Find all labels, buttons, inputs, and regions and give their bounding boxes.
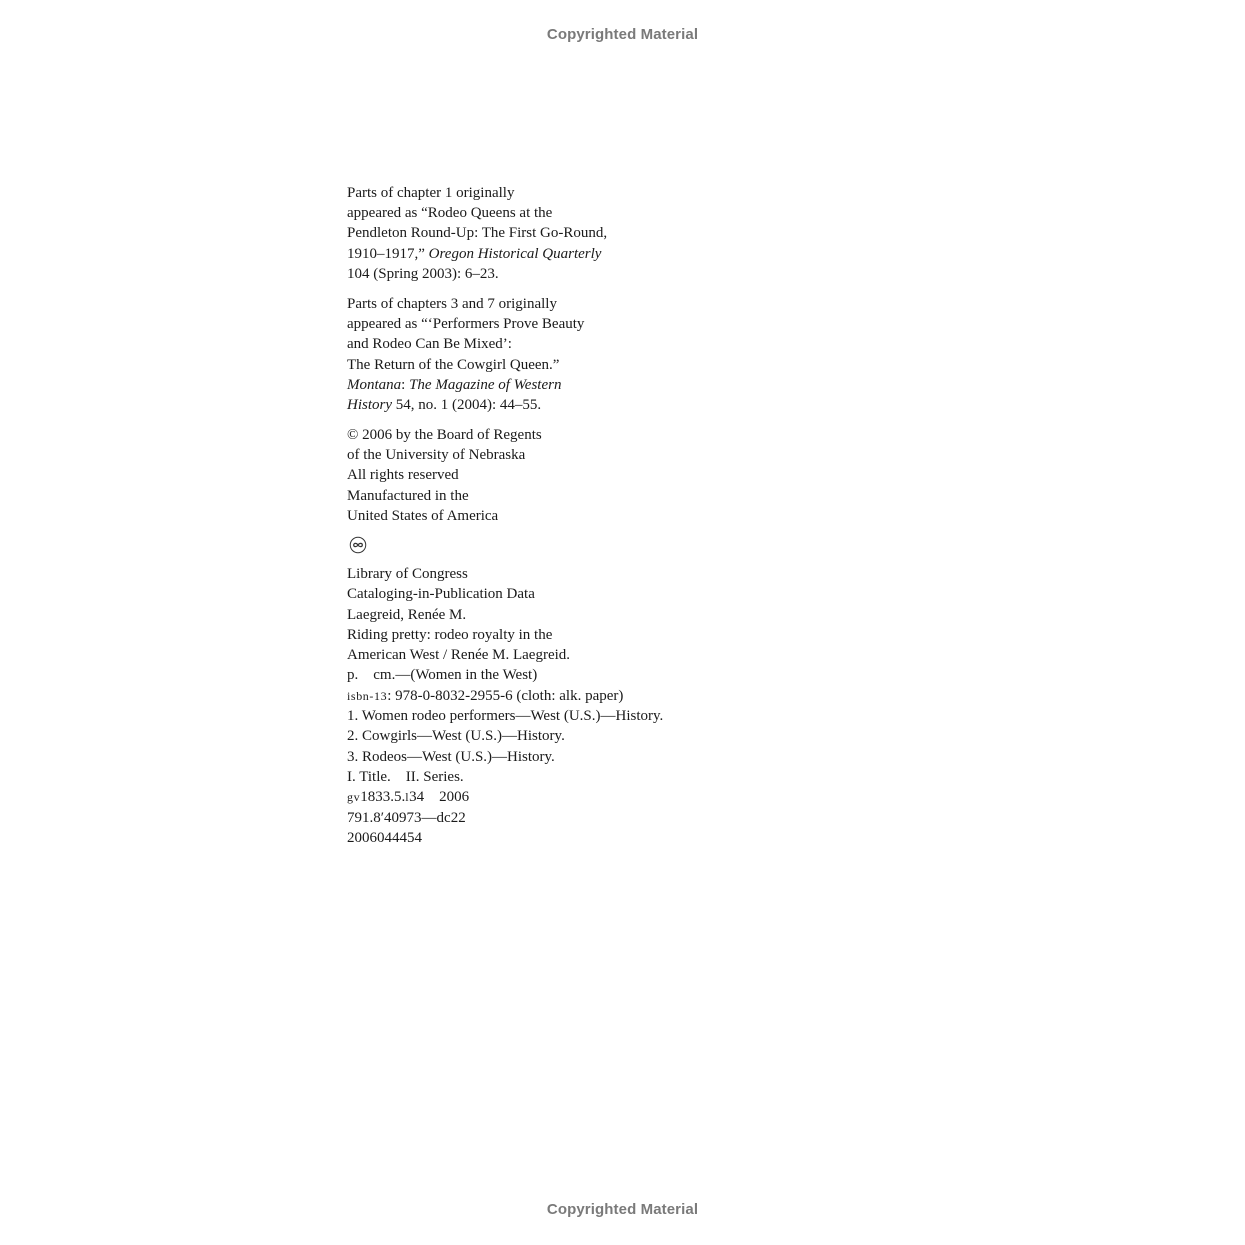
text-line: Manufactured in the bbox=[347, 487, 469, 504]
isbn-value: : 978-0-8032-2955-6 (cloth: alk. paper) bbox=[387, 687, 624, 704]
isbn-line bbox=[347, 686, 707, 706]
title-series-line: I. Title. II. Series. bbox=[347, 768, 464, 785]
text-run: : bbox=[401, 376, 410, 393]
dewey-number: 791.8′40973—dc22 bbox=[347, 809, 466, 826]
text-line: Pendleton Round-Up: The First Go-Round, bbox=[347, 225, 608, 242]
title-line: Riding pretty: rodeo royalty in the bbox=[347, 626, 553, 643]
text-line: Library of Congress bbox=[347, 566, 468, 582]
lccn: 2006044454 bbox=[347, 829, 422, 846]
journal-title: Oregon Historical Quarterly bbox=[428, 245, 602, 262]
text-line: appeared as “Rodeo Queens at the bbox=[347, 205, 553, 222]
text-line: appeared as “‘Performers Prove Beauty bbox=[347, 316, 585, 333]
author-line: Laegreid, Renée M. bbox=[347, 606, 467, 623]
lc-class-tail: 34 2006 bbox=[409, 789, 470, 806]
text-line: and Rodeo Can Be Mixed’: bbox=[347, 336, 512, 353]
lc-class-number: 1833.5. bbox=[360, 789, 406, 806]
text-line bbox=[347, 375, 707, 395]
text-line: 104 (Spring 2003): 6–23. bbox=[347, 265, 499, 282]
isbn-label: isbn-13 bbox=[347, 688, 388, 703]
title-line: American West / Renée M. Laegreid. bbox=[347, 647, 571, 664]
text-line: Parts of chapter 1 originally bbox=[347, 185, 515, 201]
text-line: The Return of the Cowgirl Queen.” bbox=[347, 356, 560, 373]
subject-heading: 1. Women rodeo performers—West (U.S.)—History. bbox=[347, 708, 664, 725]
text-run: 54, no. 1 (2004): 44–55. bbox=[392, 396, 542, 413]
permission-note-chapters-3-7 bbox=[347, 294, 707, 415]
permission-note-chapter-1 bbox=[347, 183, 707, 284]
text-line: Cataloging-in-Publication Data bbox=[347, 586, 535, 603]
lc-class-prefix: gv bbox=[347, 790, 361, 805]
text-line: of the University of Nebraska bbox=[347, 447, 526, 464]
text-line: United States of America bbox=[347, 507, 499, 524]
journal-title: Montana bbox=[347, 376, 402, 393]
journal-title: History bbox=[347, 396, 392, 413]
text-line bbox=[347, 395, 707, 415]
journal-title: The Magazine of Western bbox=[409, 376, 562, 393]
copyright-watermark-top: Copyrighted Material bbox=[546, 26, 699, 43]
copyright-notice bbox=[347, 425, 707, 526]
infinity-in-circle-icon bbox=[349, 536, 367, 554]
lc-classification bbox=[347, 787, 707, 807]
text-line: Parts of chapters 3 and 7 originally bbox=[347, 295, 557, 312]
cip-data bbox=[347, 564, 707, 848]
text-line: All rights reserved bbox=[347, 467, 459, 484]
text-line bbox=[347, 244, 707, 264]
text-line: © 2006 by the Board of Regents bbox=[347, 427, 542, 444]
subject-heading: 3. Rodeos—West (U.S.)—History. bbox=[347, 748, 555, 765]
series-line: p. cm.—(Women in the West) bbox=[347, 667, 538, 684]
copyright-page-text bbox=[347, 183, 707, 858]
lc-class-cutter: l bbox=[405, 790, 410, 805]
subject-heading: 2. Cowgirls—West (U.S.)—History. bbox=[347, 728, 565, 745]
copyright-watermark-bottom: Copyrighted Material bbox=[546, 1201, 699, 1218]
text-run: 1910–1917,” bbox=[347, 245, 429, 262]
